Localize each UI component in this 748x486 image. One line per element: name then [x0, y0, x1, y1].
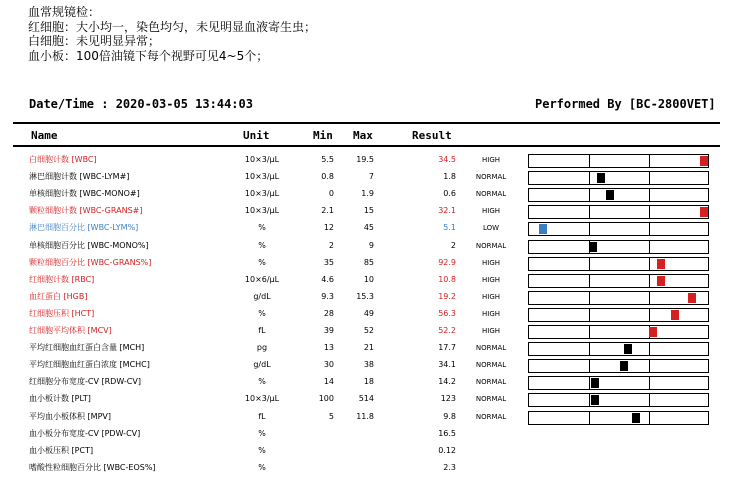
test-max: 7 — [368, 172, 374, 182]
range-divider — [589, 412, 590, 424]
test-name: 血小板压积 [PCT] — [29, 445, 94, 455]
test-min: 13 — [323, 343, 334, 353]
test-unit: g/dL — [253, 291, 271, 301]
test-max: 15 — [363, 206, 374, 216]
test-name: 单核细胞百分比 [WBC-MONO%] — [29, 240, 149, 250]
test-flag: HIGH — [481, 207, 501, 216]
microscopy-notes — [28, 5, 316, 63]
test-flag: NORMAL — [475, 361, 507, 370]
test-unit: fL — [258, 326, 266, 335]
test-result: 56.3 — [438, 308, 456, 318]
table-row — [0, 306, 748, 323]
test-unit: 10×3/μL — [244, 394, 280, 404]
test-result: 17.7 — [438, 343, 456, 353]
test-min: 2 — [328, 240, 334, 250]
range-indicator-bar — [528, 325, 709, 339]
col-max-header: Max — [353, 129, 373, 142]
test-unit: % — [258, 240, 266, 250]
range-divider — [589, 377, 590, 389]
col-unit-header: Unit — [243, 129, 270, 142]
range-divider — [649, 394, 650, 406]
test-result: 34.5 — [438, 155, 456, 164]
result-marker — [624, 344, 632, 354]
test-name: 淋巴细胞百分比 [WBC-LYM%] — [29, 223, 139, 233]
range-indicator-bar — [528, 188, 709, 202]
result-marker — [649, 327, 657, 337]
range-divider — [649, 275, 650, 287]
range-indicator-bar — [528, 411, 709, 425]
test-name: 单核细胞计数 [WBC-MONO#] — [29, 189, 140, 199]
note-line: 血常规镜检： — [28, 5, 101, 19]
result-marker — [700, 207, 708, 217]
range-indicator-bar — [528, 342, 709, 356]
table-row — [0, 186, 748, 203]
range-divider — [649, 343, 650, 355]
test-max: 11.8 — [356, 411, 374, 421]
test-max: 19.5 — [356, 155, 374, 164]
test-name: 血小板计数 [PLT] — [29, 394, 91, 404]
test-result: 52.2 — [438, 326, 456, 335]
test-min: 35 — [323, 257, 334, 267]
result-marker — [597, 173, 605, 183]
range-divider — [589, 326, 590, 338]
test-max: 21 — [363, 343, 374, 353]
test-flag: NORMAL — [475, 412, 507, 421]
test-flag: LOW — [482, 224, 500, 233]
result-marker — [632, 413, 640, 423]
range-divider — [589, 292, 590, 304]
test-name: 嗜酸性粒细胞百分比 [WBC-EOS%] — [29, 462, 156, 472]
test-unit: 10×3/μL — [244, 206, 280, 216]
range-divider — [649, 258, 650, 270]
test-result: 14.2 — [438, 377, 456, 387]
test-unit: % — [258, 257, 266, 267]
test-unit: 10×3/μL — [244, 172, 280, 182]
test-result: 16.5 — [438, 428, 456, 438]
range-divider — [589, 223, 590, 235]
test-max: 49 — [363, 308, 374, 318]
test-unit: % — [258, 462, 266, 472]
range-divider — [649, 155, 650, 167]
range-indicator-bar — [528, 308, 709, 322]
result-marker — [591, 395, 599, 405]
datetime-label: Date/Time : 2020-03-05 13:44:03 — [29, 97, 253, 111]
table-row — [0, 255, 748, 272]
range-indicator-bar — [528, 257, 709, 271]
test-result: 32.1 — [438, 206, 456, 216]
test-max: 9 — [368, 240, 374, 250]
range-indicator-bar — [528, 154, 709, 168]
test-max: 52 — [363, 326, 374, 335]
range-divider — [589, 343, 590, 355]
test-max: 45 — [363, 223, 374, 233]
test-min: 0 — [328, 189, 334, 199]
test-unit: g/dL — [253, 360, 271, 370]
test-max: 38 — [363, 360, 374, 370]
test-result: 2.3 — [443, 462, 456, 472]
test-flag: HIGH — [481, 156, 501, 164]
range-divider — [649, 292, 650, 304]
range-divider — [589, 275, 590, 287]
test-result: 34.1 — [438, 360, 456, 370]
test-name: 红细胞计数 [RBC] — [29, 274, 95, 284]
test-min: 0.8 — [321, 172, 334, 182]
test-name: 血红蛋白 [HGB] — [29, 291, 88, 301]
range-divider — [649, 206, 650, 218]
range-indicator-bar — [528, 171, 709, 185]
range-divider — [589, 258, 590, 270]
performed-by-label: Performed By [BC-2800VET] — [535, 97, 716, 111]
note-line: 红细胞：大小均一，染色均匀，未见明显血液寄生虫； — [28, 19, 317, 34]
test-result: 0.6 — [443, 189, 456, 199]
test-flag: HIGH — [481, 258, 501, 267]
test-result: 9.8 — [443, 411, 456, 421]
col-min-header: Min — [313, 129, 333, 142]
table-row — [0, 220, 748, 237]
result-marker — [539, 224, 547, 234]
test-max: 18 — [363, 377, 374, 387]
test-flag: NORMAL — [475, 378, 507, 387]
table-row — [0, 169, 748, 186]
range-indicator-bar — [528, 393, 709, 407]
test-flag: HIGH — [481, 309, 501, 318]
test-min: 5.5 — [321, 155, 334, 164]
test-name: 血小板分布宽度-CV [PDW-CV] — [29, 428, 141, 438]
test-result: 123 — [440, 394, 456, 404]
table-row — [0, 426, 748, 443]
range-divider — [589, 155, 590, 167]
range-divider — [649, 360, 650, 372]
test-flag: NORMAL — [475, 395, 507, 404]
result-marker — [688, 293, 696, 303]
test-result: 5.1 — [443, 223, 456, 233]
test-flag: HIGH — [481, 327, 501, 335]
test-max: 10 — [363, 274, 374, 284]
range-divider — [589, 172, 590, 184]
note-line: 白细胞：未见明显异常； — [28, 34, 161, 48]
range-divider — [649, 172, 650, 184]
col-name-header: Name — [31, 129, 58, 142]
result-marker — [671, 310, 679, 320]
range-divider — [589, 309, 590, 321]
test-min: 28 — [323, 308, 334, 318]
table-row — [0, 152, 748, 169]
test-name: 红细胞分布宽度-CV [RDW-CV] — [29, 377, 141, 387]
table-row — [0, 391, 748, 408]
test-min: 14 — [323, 377, 334, 387]
test-flag: HIGH — [481, 292, 501, 301]
test-max: 1.9 — [361, 189, 374, 199]
test-min: 5 — [328, 411, 334, 421]
table-row — [0, 289, 748, 306]
test-name: 颗粒细胞计数 [WBC-GRANS#] — [29, 206, 143, 216]
result-marker — [591, 378, 599, 388]
result-marker — [589, 242, 597, 252]
range-divider — [589, 360, 590, 372]
range-indicator-bar — [528, 359, 709, 373]
test-unit: 10×3/μL — [244, 189, 280, 199]
range-divider — [649, 309, 650, 321]
test-result: 2 — [450, 240, 456, 250]
test-max: 15.3 — [356, 291, 374, 301]
result-marker — [657, 259, 665, 269]
test-unit: 10×3/μL — [244, 155, 280, 164]
result-marker — [620, 361, 628, 371]
table-row — [0, 357, 748, 374]
test-unit: pg — [256, 343, 268, 353]
test-min: 4.6 — [321, 274, 334, 284]
range-divider — [589, 206, 590, 218]
test-unit: % — [258, 377, 266, 387]
test-result: 92.9 — [438, 257, 456, 267]
test-unit: % — [258, 445, 266, 455]
test-name: 平均红细胞血红蛋白含量 [MCH] — [29, 343, 145, 353]
table-row — [0, 340, 748, 357]
top-rule — [13, 122, 720, 124]
test-unit: % — [258, 308, 266, 318]
test-result: 19.2 — [438, 291, 456, 301]
test-name: 红细胞压积 [HCT] — [29, 308, 95, 318]
table-row — [0, 203, 748, 220]
table-row — [0, 443, 748, 460]
test-max: 514 — [358, 394, 374, 404]
test-result: 1.8 — [443, 172, 456, 182]
range-divider — [589, 394, 590, 406]
col-result-header: Result — [412, 129, 452, 142]
range-indicator-bar — [528, 291, 709, 305]
range-divider — [649, 223, 650, 235]
range-indicator-bar — [528, 274, 709, 288]
test-min: 30 — [323, 360, 334, 370]
table-row — [0, 323, 748, 340]
table-row — [0, 374, 748, 391]
table-row — [0, 460, 748, 477]
note-line: 血小板：100倍油镜下每个视野可见4~5个； — [28, 48, 269, 63]
test-name: 红细胞平均体积 [MCV] — [29, 326, 112, 335]
range-divider — [649, 377, 650, 389]
range-divider — [649, 412, 650, 424]
test-flag: HIGH — [481, 275, 501, 284]
test-name: 平均红细胞血红蛋白浓度 [MCHC] — [29, 360, 150, 370]
test-unit: 10×6/μL — [244, 274, 280, 284]
header-rule — [13, 145, 720, 147]
test-min: 39 — [323, 326, 334, 335]
range-indicator-bar — [528, 222, 709, 236]
range-indicator-bar — [528, 240, 709, 254]
result-marker — [606, 190, 614, 200]
test-result: 0.12 — [438, 445, 456, 455]
range-divider — [649, 189, 650, 201]
test-max: 85 — [363, 257, 374, 267]
test-min: 9.3 — [321, 291, 334, 301]
test-unit: % — [258, 428, 266, 438]
result-marker — [700, 156, 708, 166]
result-marker — [657, 276, 665, 286]
range-divider — [589, 189, 590, 201]
table-row — [0, 409, 748, 426]
test-min: 12 — [323, 223, 334, 233]
table-row — [0, 238, 748, 255]
test-flag: NORMAL — [475, 241, 507, 250]
test-name: 淋巴细胞计数 [WBC-LYM#] — [29, 172, 130, 182]
test-min: 100 — [318, 394, 334, 404]
range-indicator-bar — [528, 376, 709, 390]
test-flag: NORMAL — [475, 190, 507, 199]
test-min: 2.1 — [321, 206, 334, 216]
test-flag: NORMAL — [475, 344, 507, 353]
test-unit: % — [258, 223, 266, 233]
test-name: 颗粒细胞百分比 [WBC-GRANS%] — [29, 257, 152, 267]
table-row — [0, 272, 748, 289]
test-name: 白细胞计数 [WBC] — [29, 155, 97, 164]
test-unit: fL — [258, 411, 266, 421]
range-divider — [649, 241, 650, 253]
range-indicator-bar — [528, 205, 709, 219]
test-result: 10.8 — [438, 274, 456, 284]
test-flag: NORMAL — [475, 173, 507, 182]
test-name: 平均血小板体积 [MPV] — [29, 411, 111, 421]
